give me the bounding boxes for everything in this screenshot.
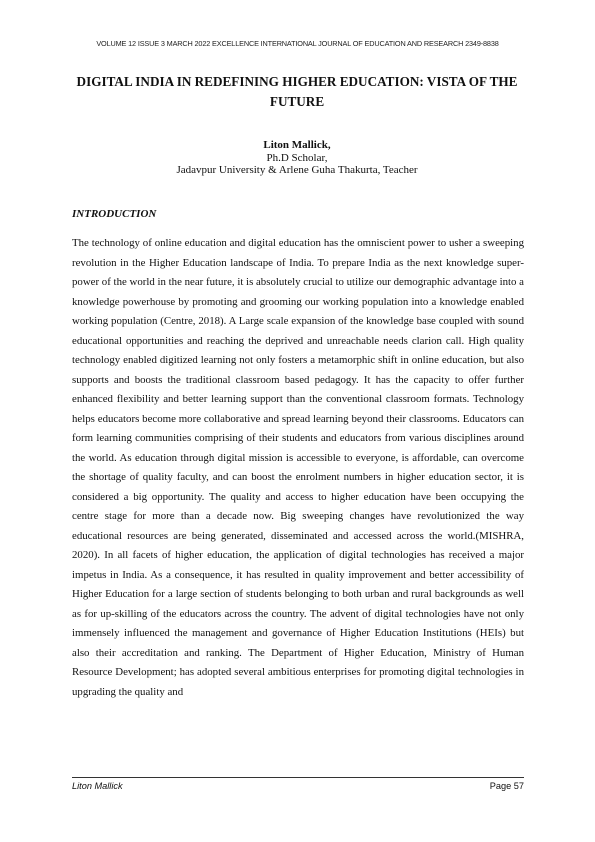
article-title: DIGITAL INDIA IN REDEFINING HIGHER EDUCATION: VISTA OF THE FUTURE (76, 74, 518, 109)
running-header: VOLUME 12 ISSUE 3 MARCH 2022 EXCELLENCE INTERNATIONAL JOURNAL OF EDUCATION AND RESEARCH 2349-8838 (96, 39, 499, 48)
author-position: Ph.D Scholar, (266, 151, 328, 164)
footer-author: Liton Mallick (72, 781, 123, 791)
author-affiliation: Jadavpur University & Arlene Guha Thakurta, Teacher (176, 164, 418, 176)
body-paragraph: The technology of online education and digital education has the omniscient power to usher a sweeping revolution in the Higher Education landscape of India. To prepare India as the next knowledge super-power of the world in the near future, it is absolutely crucial to utilize our demographic advantage into a knowledge powerhouse by promoting and grooming our working population into a knowledge enabled working population (Centre, 2018). A Large scale expansion of the knowledge base coupled with sound educational opportunities and reaching the deprived and unreachable needs clarion call. High quality technology enabled digitized learning not only fosters a metamorphic shift in online education, but also supports and boosts the traditional classroom based pedagogy. It has the capacity to offer further enhanced flexibility and better learning support than the conventional classroom formats. Technology helps educators become more collaborative and spread learning beyond their classrooms. Educators can form learning communities comprising of their students and educators from various disciplines around the world. As education through digital mission is accessible to everyone, is affordable, can overcome the shortage of quality faculty, and can boost the enrolment numbers in higher education sector, it is considered a big opportunity. The quality and access to higher education have been occupying the centre stage for more than a decade now. Big sweeping changes have revolutionized the way educational resources are being generated, disseminated and accessed across the world.(MISHRA, 2020). In all facets of higher education, the application of digital technologies has received a major impetus in India. As a consequence, it has resulted in quality improvement and better accessibility of Higher Education for a large section of students belonging to both urban and rural backgrounds as well as for up-skilling of the educators across the country. The advent of digital technologies have not only immensely influenced the management and governance of Higher Education Institutions (HEIs) but also their accreditation and ranking. The Department of Higher Education, Ministry of Human Resource Development; has adopted several ambitious enterprises for promoting digital technologies in upgrading the quality and (72, 237, 524, 698)
author-block (70, 139, 524, 177)
footer-divider (72, 777, 524, 778)
author-name: Liton Mallick, (263, 139, 331, 151)
section-heading: INTRODUCTION (72, 208, 157, 220)
page-number: Page 57 (489, 781, 524, 791)
